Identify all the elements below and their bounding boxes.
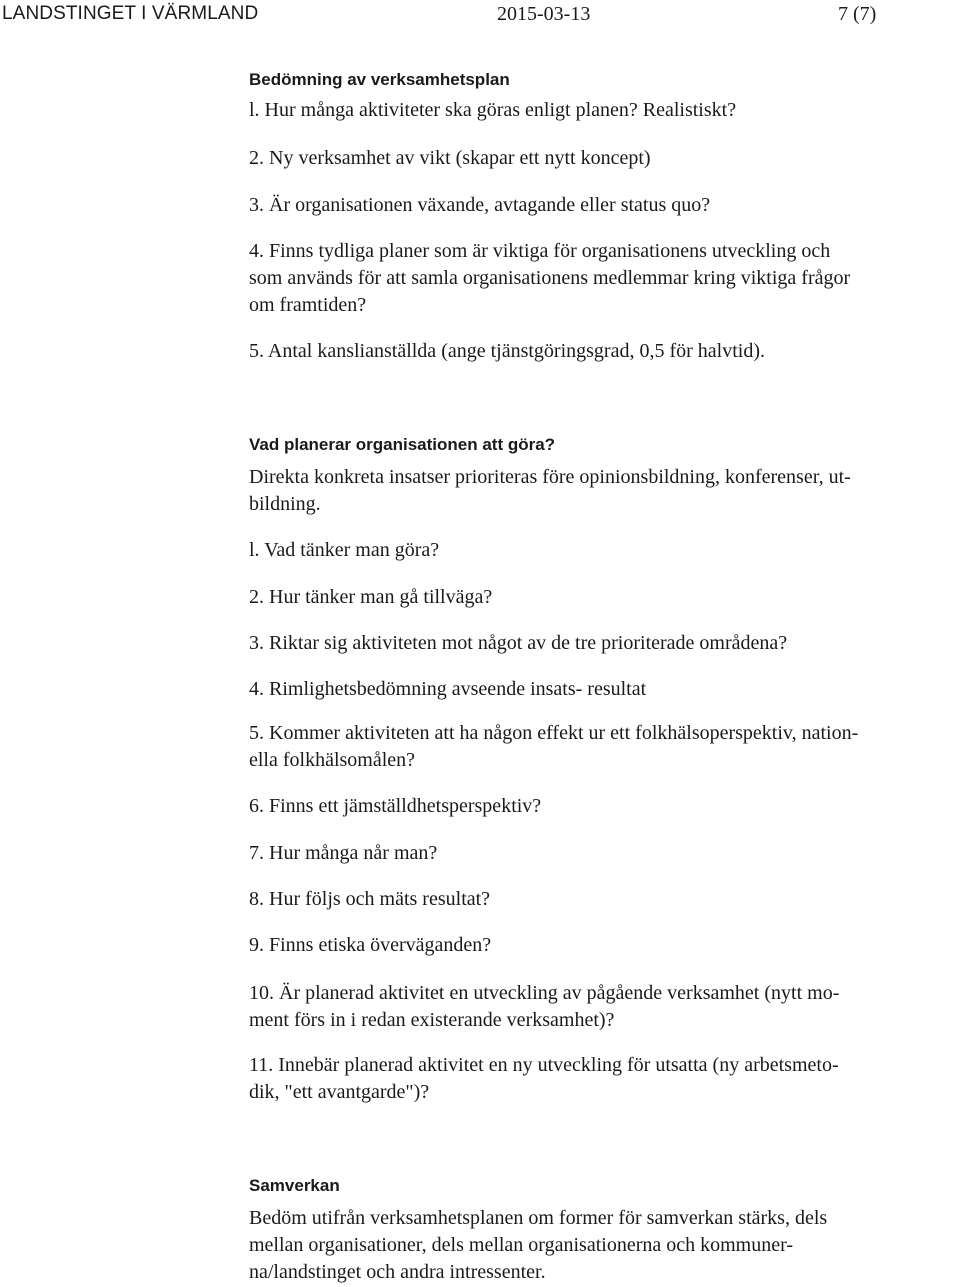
- list-item: 4. Rimlighetsbedömning avseende insats- resultat: [249, 678, 647, 700]
- list-item: 3. Är organisationen växande, avtagande eller status quo?: [249, 194, 711, 216]
- list-item: 10. Är planerad aktivitet en utveckling av pågående verksamhet (nytt mo-: [249, 982, 840, 1004]
- header-organization: LANDSTINGET I VÄRMLAND: [2, 3, 259, 24]
- list-item-continuation: dik, "ett avantgarde")?: [249, 1081, 430, 1103]
- list-item: 5. Antal kanslianställda (ange tjänstgöringsgrad, 0,5 för halvtid).: [249, 340, 765, 362]
- list-item: l. Vad tänker man göra?: [249, 539, 440, 561]
- header-date: 2015-03-13: [497, 3, 591, 25]
- list-item: 8. Hur följs och mäts resultat?: [249, 888, 491, 910]
- paragraph-continuation: na/landstinget och andra intressenter.: [249, 1261, 546, 1283]
- paragraph: Bedöm utifrån verksamhetsplanen om former för samverkan stärks, dels: [249, 1207, 828, 1229]
- paragraph: Direkta konkreta insatser prioriteras före opinionsbildning, konferenser, ut-: [249, 466, 851, 488]
- list-item: 5. Kommer aktiviteten att ha någon effekt ur ett folkhälsoperspektiv, nation-: [249, 722, 859, 744]
- page-header: [0, 0, 960, 30]
- list-item: 9. Finns etiska överväganden?: [249, 934, 492, 956]
- section-heading-samverkan: Samverkan: [249, 1176, 340, 1195]
- list-item-continuation: ment förs in i redan existerande verksamhet)?: [249, 1009, 615, 1031]
- paragraph-continuation: mellan organisationer, dels mellan organisationerna och kommuner-: [249, 1234, 794, 1256]
- section-heading-planerar: Vad planerar organisationen att göra?: [249, 435, 556, 454]
- list-item: 4. Finns tydliga planer som är viktiga för organisationens utveckling och: [249, 240, 831, 262]
- header-page-number: 7 (7): [838, 3, 877, 25]
- list-item: 2. Ny verksamhet av vikt (skapar ett nytt koncept): [249, 147, 651, 169]
- list-item: 7. Hur många når man?: [249, 842, 438, 864]
- list-item-continuation: ella folkhälsomålen?: [249, 749, 416, 771]
- list-item: 2. Hur tänker man gå tillväga?: [249, 586, 493, 608]
- list-item: 6. Finns ett jämställdhetsperspektiv?: [249, 795, 542, 817]
- list-item-continuation: om framtiden?: [249, 294, 367, 316]
- paragraph-continuation: bildning.: [249, 493, 321, 515]
- list-item-continuation: som används för att samla organisationens medlemmar kring viktiga frågor: [249, 267, 851, 289]
- list-item: l. Hur många aktiviteter ska göras enligt planen? Realistiskt?: [249, 99, 737, 121]
- list-item: 11. Innebär planerad aktivitet en ny utveckling för utsatta (ny arbetsmeto-: [249, 1054, 839, 1076]
- list-item: 3. Riktar sig aktiviteten mot något av de tre prioriterade områdena?: [249, 632, 788, 654]
- section-heading-verksamhetsplan: Bedömning av verksamhetsplan: [249, 70, 510, 89]
